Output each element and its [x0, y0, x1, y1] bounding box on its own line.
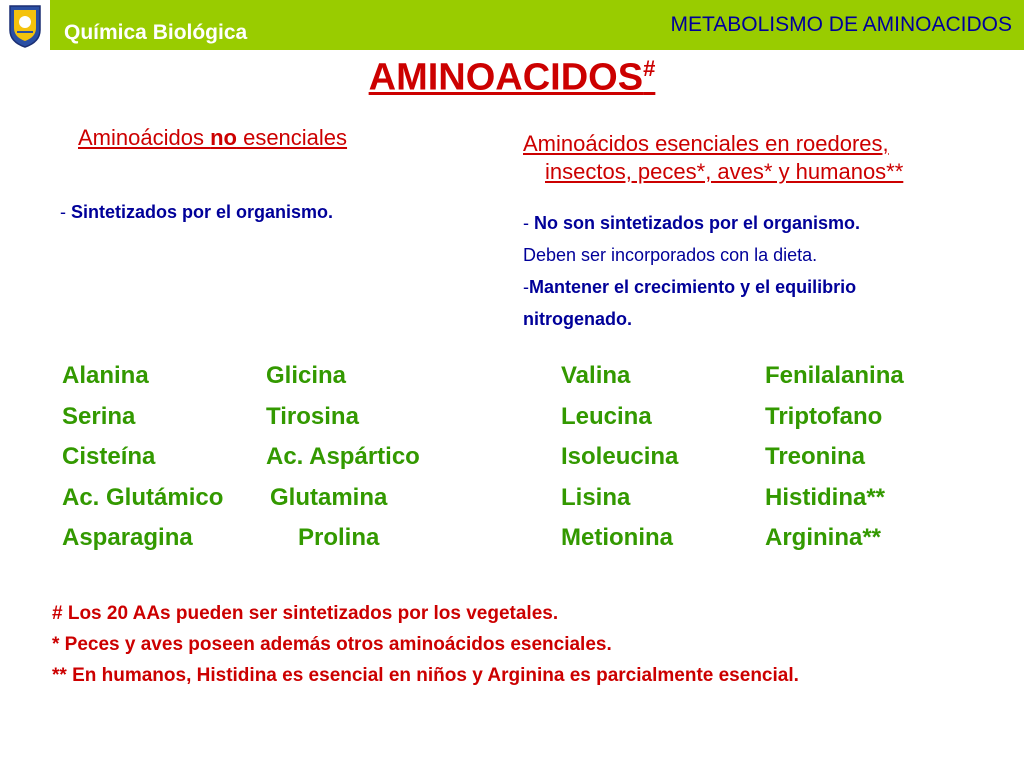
essential-notes	[523, 207, 860, 335]
note3-text-b: nitrogenado.	[523, 309, 632, 329]
essential-heading-line2: insectos, peces*, aves* y humanos**	[545, 159, 904, 184]
title-superscript: #	[643, 56, 656, 81]
list-item: Ac. Aspártico	[266, 443, 420, 470]
essential-list-col2	[765, 356, 904, 559]
non-essential-list-col1	[62, 356, 223, 559]
essential-note-3	[523, 271, 860, 303]
heading-post: esenciales	[236, 125, 348, 150]
essential-heading	[523, 130, 903, 186]
list-item: Cisteína	[62, 443, 156, 470]
list-item: Serina	[62, 402, 136, 430]
heading-pre: Aminoácidos	[78, 125, 211, 150]
section-label: METABOLISMO DE AMINOACIDOS	[670, 13, 1012, 36]
heading-bold: no	[210, 125, 237, 150]
essential-note-4	[523, 303, 860, 335]
university-shield-icon	[0, 0, 50, 50]
essential-note-2: Deben ser incorporados con la dieta.	[523, 245, 818, 265]
list-item: Lisina	[561, 483, 631, 511]
list-item: Valina	[561, 362, 631, 389]
list-item: Arginina**	[765, 524, 882, 551]
list-item: Triptofano	[765, 402, 883, 430]
list-item: Fenilalanina	[765, 362, 904, 389]
list-item: Tirosina	[266, 402, 359, 430]
essential-heading-line1: Aminoácidos esenciales en roedores,	[523, 131, 889, 156]
footnote: * Peces y aves poseen además otros aminoácidos esenciales.	[52, 634, 612, 655]
non-essential-heading	[78, 125, 347, 151]
list-item: Glicina	[266, 362, 347, 389]
list-item: Prolina	[298, 524, 380, 551]
essential-list-col1	[561, 356, 678, 559]
brand-label: Química Biológica	[64, 21, 248, 44]
list-item: Alanina	[62, 362, 149, 389]
footnote: # Los 20 AAs pueden ser sintetizados por los vegetales.	[52, 603, 559, 624]
note-text: Sintetizados por el organismo.	[71, 202, 334, 222]
note1-text: No son sintetizados por el organismo.	[534, 213, 861, 233]
list-item: Treonina	[765, 443, 866, 470]
list-item: Glutamina	[270, 483, 388, 511]
note3-dash: -	[523, 277, 529, 297]
list-item: Asparagina	[62, 524, 193, 551]
essential-note-1	[523, 207, 860, 239]
note-dash: -	[60, 202, 71, 222]
footnotes	[52, 598, 982, 691]
title-text: AMINOACIDOS	[368, 56, 644, 99]
list-item: Leucina	[561, 402, 652, 430]
note3-text-a: Mantener el crecimiento y el equilibrio	[529, 277, 857, 297]
non-essential-list-col2	[266, 356, 420, 559]
non-essential-note	[60, 196, 333, 228]
list-item: Ac. Glutámico	[62, 483, 224, 511]
list-item: Histidina**	[765, 483, 886, 511]
page-title	[0, 56, 1024, 100]
university-logo	[0, 0, 50, 50]
list-item: Metionina	[561, 524, 673, 551]
footnote: ** En humanos, Histidina es esencial en niños y Arginina es parcialmente esencial.	[52, 665, 799, 686]
list-item: Isoleucina	[561, 443, 679, 470]
note1-dash: -	[523, 213, 534, 233]
